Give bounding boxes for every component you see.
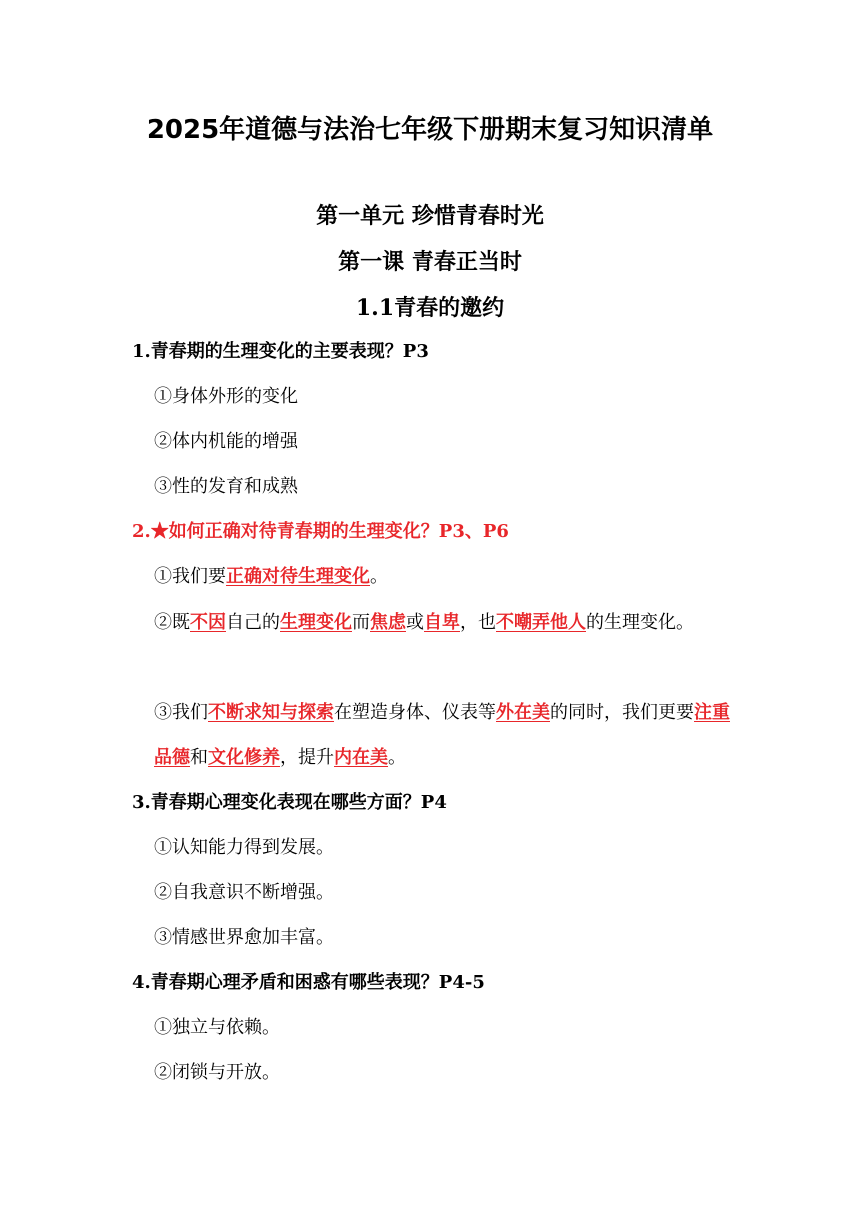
question-1: 1.青春期的生理变化的主要表现？P3 [132,341,429,362]
lesson-heading: 第一课 青春正当时 [338,249,522,275]
text-segment: 。 [370,566,388,587]
text-segment: 或 [406,612,424,633]
key-point: 内在美 [334,747,388,768]
text-segment: ①我们要 [154,566,226,587]
text-segment: ，提升 [280,747,334,768]
key-point: 不断求知与探索 [208,702,334,723]
text-segment: ③我们 [154,702,208,723]
text-segment: ，也 [460,612,496,633]
section-heading: 1.1青春的邀约 [355,295,505,321]
q3-answer-2: ②自我意识不断增强。 [154,882,334,903]
text-segment: 自己的 [226,612,280,633]
q1-answer-2: ②体内机能的增强 [154,431,298,452]
text-segment: ②既 [154,612,190,633]
q1-answer-1: ①身体外形的变化 [154,386,298,407]
q3-answer-1: ①认知能力得到发展。 [154,837,334,858]
key-point: 注重品德 [154,702,730,768]
key-point: 生理变化 [280,612,352,633]
key-point: 不嘲弄他人 [496,612,586,633]
document-title: 2025年道德与法治七年级下册期末复习知识清单 [146,115,714,145]
key-point: 外在美 [496,702,550,723]
q2-answer-3 [154,690,744,780]
q4-answer-1: ①独立与依赖。 [154,1017,280,1038]
q2-answer-2 [154,600,744,645]
question-4: 4.青春期心理矛盾和困惑有哪些表现？P4-5 [132,972,485,993]
text-segment: 在塑造身体、仪表等 [334,702,496,723]
key-point: 不因 [190,612,226,633]
text-segment: 。 [388,747,406,768]
key-point: 自卑 [424,612,460,633]
q1-answer-3: ③性的发育和成熟 [154,476,298,497]
text-segment: 的生理变化。 [586,612,694,633]
question-2: 2.★如何正确对待青春期的生理变化？P3、P6 [132,521,509,542]
q2-answer-1 [154,562,744,592]
question-3: 3.青春期心理变化表现在哪些方面？P4 [132,792,447,813]
key-point: 焦虑 [370,612,406,633]
key-point: 正确对待生理变化 [226,566,370,587]
text-segment: 的同时，我们更要 [550,702,694,723]
text-segment: 而 [352,612,370,633]
q4-answer-2: ②闭锁与开放。 [154,1062,280,1083]
key-point: 文化修养 [208,747,280,768]
text-segment: 和 [190,747,208,768]
unit-heading: 第一单元 珍惜青春时光 [316,203,544,229]
q3-answer-3: ③情感世界愈加丰富。 [154,927,334,948]
